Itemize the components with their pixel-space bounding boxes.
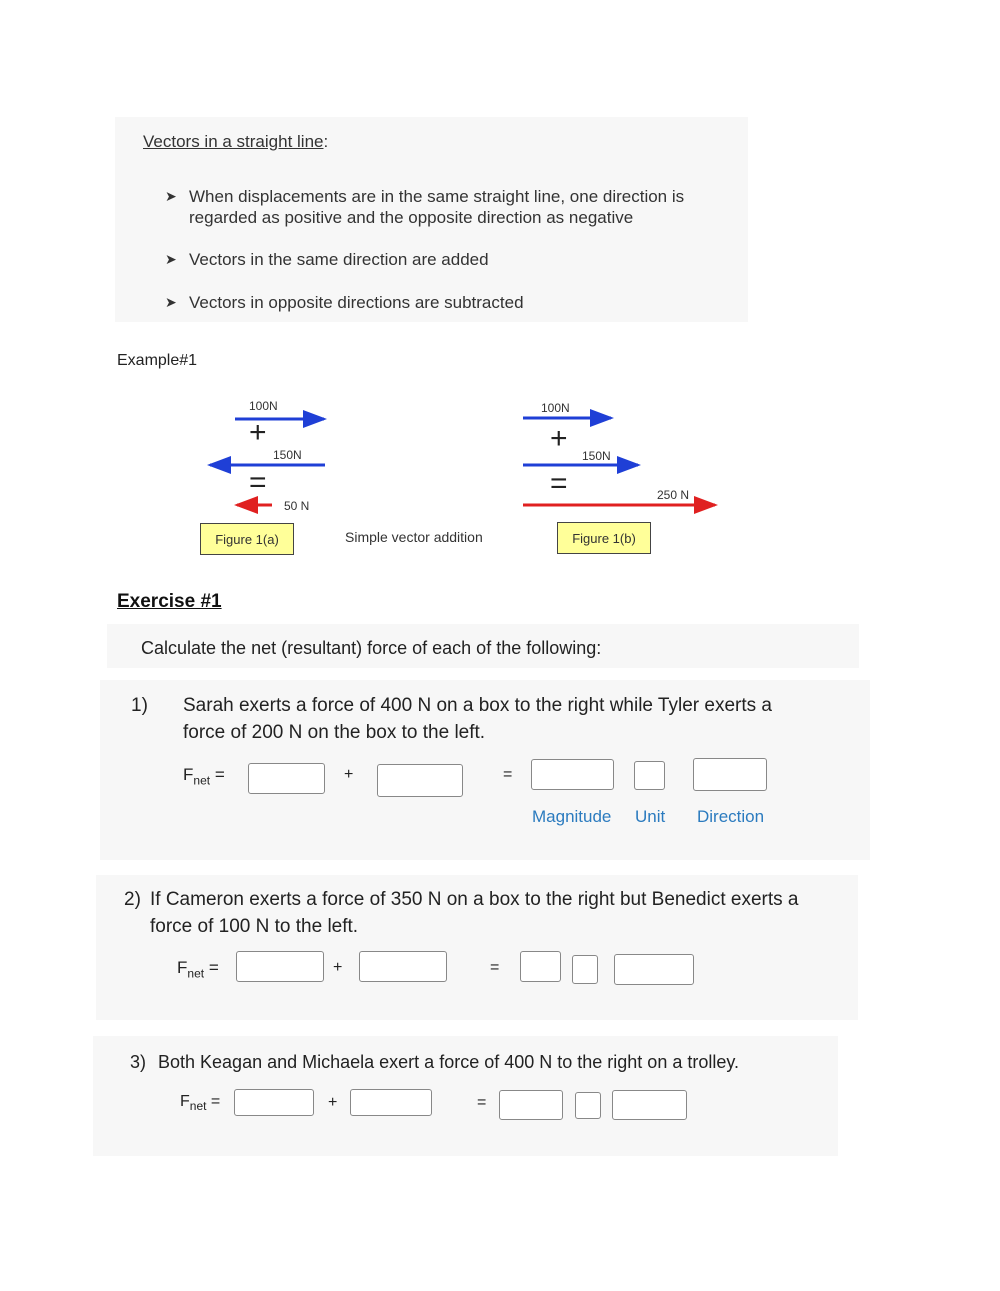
q2-force-1-input[interactable] <box>236 951 324 982</box>
fig-b-plus: + <box>550 422 568 455</box>
q1-unit-input[interactable] <box>634 761 665 790</box>
q3-force-1-input[interactable] <box>234 1089 314 1116</box>
fig-a-label-100n: 100N <box>249 399 278 413</box>
fig-a-label-150n: 150N <box>273 448 302 462</box>
bullet-1: ➤ When displacements are in the same straight line, one direction is regarded as positive and the opposite direction as negative <box>165 187 685 227</box>
q3-equals: = <box>477 1094 487 1111</box>
direction-label: Direction <box>697 807 765 826</box>
exercise-title: Exercise #1 <box>117 591 222 612</box>
question-3-number: 3) <box>130 1052 147 1072</box>
question-1-text: Sarah exerts a force of 400 N on a box to the right while Tyler exerts a force of 200 N on the box to the left. <box>183 695 772 743</box>
q2-magnitude-input[interactable] <box>520 951 561 982</box>
fig-a-caption: Figure 1(a) <box>200 523 294 555</box>
fig-b-equals: = <box>550 467 568 500</box>
fig-a-plus: + <box>249 416 267 449</box>
example-label: Example#1 <box>117 352 198 369</box>
fig-b-caption: Figure 1(b) <box>557 522 651 554</box>
q1-force-2-input[interactable] <box>377 764 463 797</box>
q2-equals: = <box>490 959 500 976</box>
q1-direction-input[interactable] <box>693 758 767 791</box>
example-figures <box>0 0 1000 600</box>
q2-direction-input[interactable] <box>614 954 694 985</box>
fig-b-label-result: 250 N <box>657 488 690 502</box>
q1-plus: + <box>344 766 354 783</box>
notes-title: Vectors in a straight line: <box>143 132 329 151</box>
question-1-number: 1) <box>131 695 148 716</box>
bullet-3: ➤ Vectors in opposite directions are subtracted <box>165 293 524 312</box>
arrow-bullet-icon: ➤ <box>165 294 177 310</box>
unit-label: Unit <box>635 807 666 826</box>
middle-caption: Simple vector addition <box>345 529 483 545</box>
fig-b-label-100n: 100N <box>541 401 570 415</box>
question-2-number: 2) <box>124 889 141 910</box>
fig-a-label-result: 50 N <box>284 499 310 513</box>
q2-plus: + <box>333 959 343 976</box>
fig-b-label-150n: 150N <box>582 449 611 463</box>
q1-fnet-label: $F_{net}$ = <box>183 765 225 788</box>
q3-unit-input[interactable] <box>575 1092 601 1119</box>
arrow-bullet-icon: ➤ <box>165 188 177 204</box>
q2-unit-input[interactable] <box>572 955 598 984</box>
q1-force-1-input[interactable] <box>248 763 325 794</box>
magnitude-label: Magnitude <box>532 807 612 826</box>
bullet-2: ➤ Vectors in the same direction are added <box>165 250 489 269</box>
q1-equals: = <box>503 766 513 783</box>
q1-magnitude-input[interactable] <box>531 759 614 790</box>
q3-fnet-label: $F_{net}$ = <box>180 1093 221 1114</box>
q3-direction-input[interactable] <box>612 1090 687 1120</box>
fig-a-equals: = <box>249 466 267 499</box>
q3-plus: + <box>328 1094 338 1111</box>
question-3-text: Both Keagan and Michaela exert a force of 400 N to the right on a trolley. <box>158 1052 740 1072</box>
question-2-text: If Cameron exerts a force of 350 N on a box to the right but Benedict exerts a force of 100 N to the left. <box>150 889 799 937</box>
arrow-bullet-icon: ➤ <box>165 251 177 267</box>
instruction-text: Calculate the net (resultant) force of each of the following: <box>141 638 602 658</box>
q3-magnitude-input[interactable] <box>499 1090 563 1120</box>
q3-force-2-input[interactable] <box>350 1089 432 1116</box>
q2-force-2-input[interactable] <box>359 951 447 982</box>
q2-fnet-label: $F_{net}$ = <box>177 958 219 981</box>
